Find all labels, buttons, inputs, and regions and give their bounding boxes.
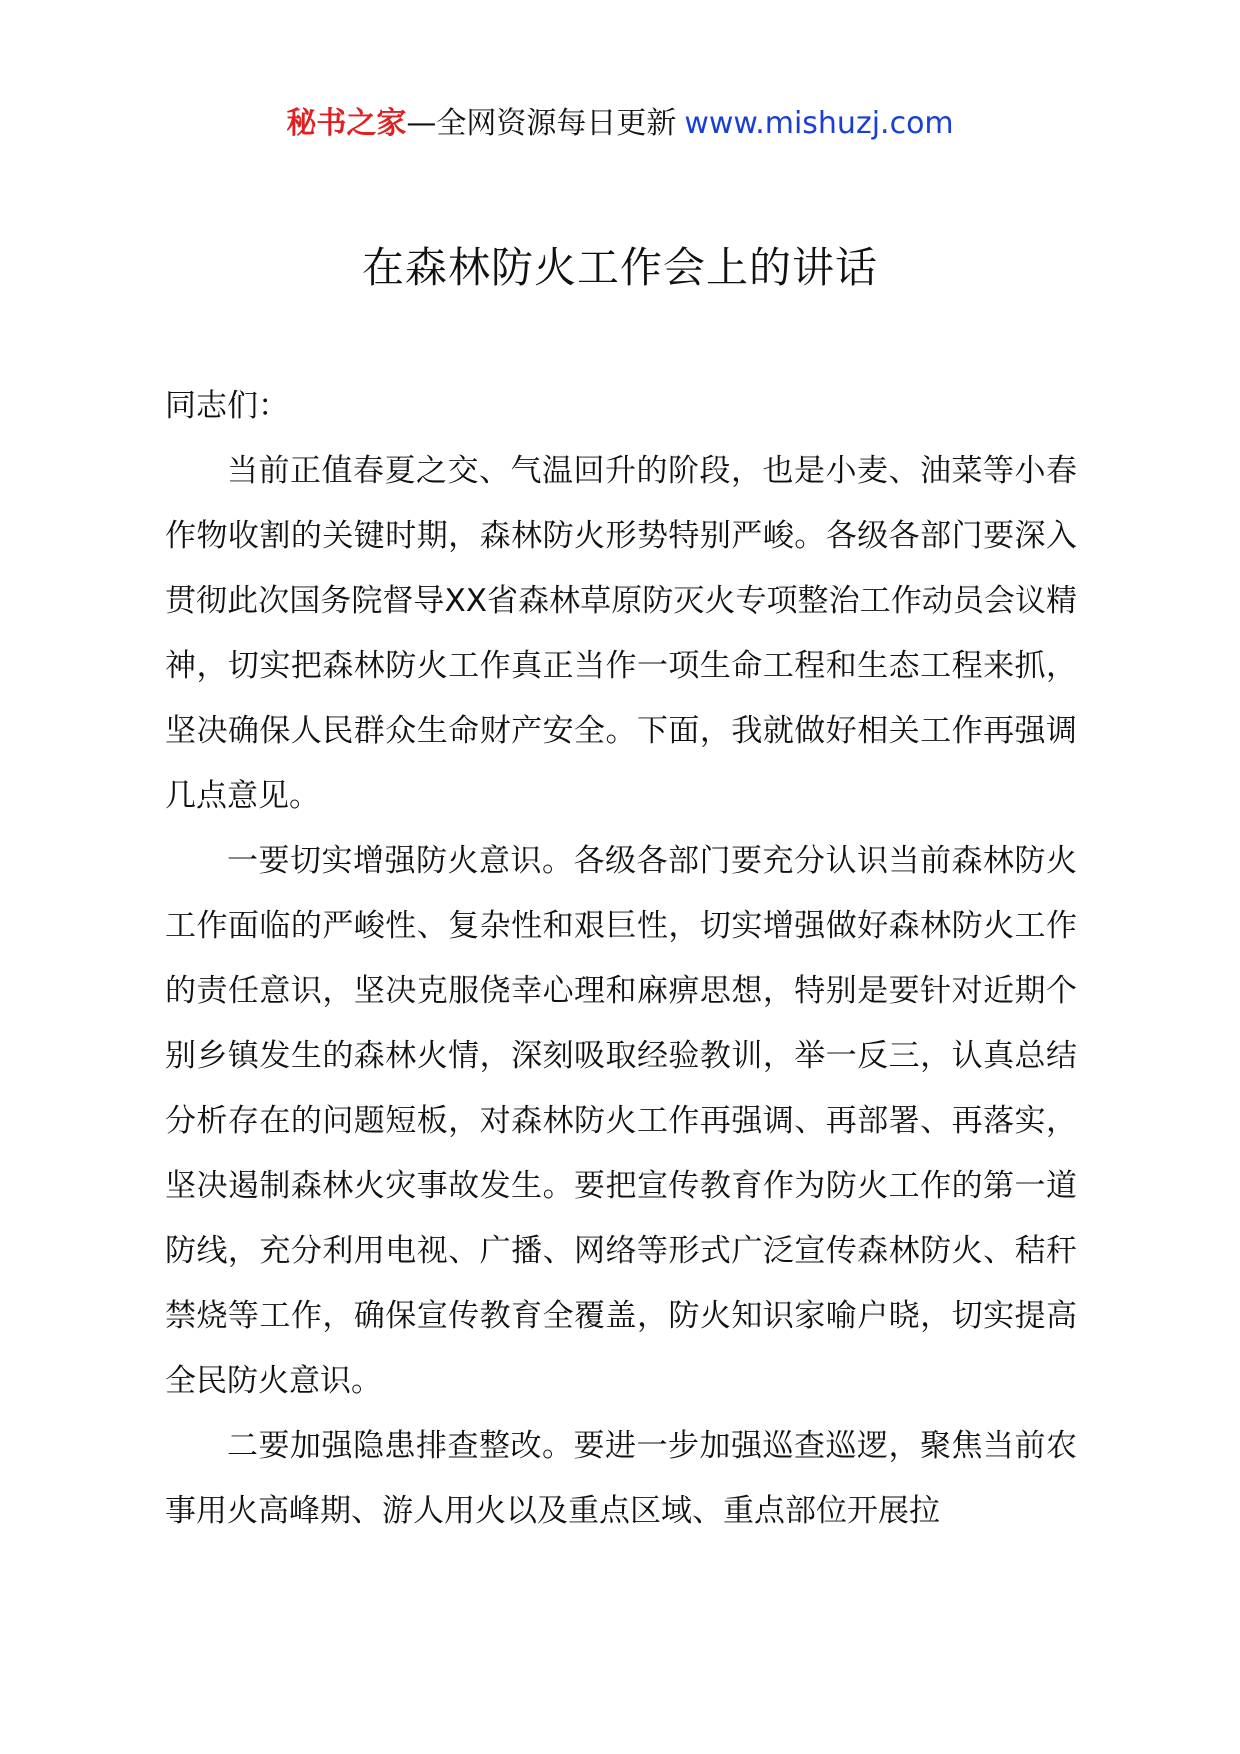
document-title: 在森林防火工作会上的讲话 bbox=[361, 243, 878, 292]
document-body bbox=[165, 374, 1077, 1544]
brand-name: 秘书之家 bbox=[286, 106, 407, 141]
header-tagline: —全网资源每日更新 bbox=[406, 106, 677, 141]
site-url-link[interactable]: www.mishuzj.com bbox=[684, 106, 954, 141]
paragraph: 当前正值春夏之交、气温回升的阶段，也是小麦、油菜等小春作物收割的关键时期，森林防火形势特别严峻。各级各部门要深入贯彻此次国务院督导XX省森林草原防灭火专项整治工作动员会议精神，切实把森林防火工作真正当作一项生命工程和生态工程来抓，坚决确保人民群众生命财产安全。下面，我就做好相关工作再强调几点意见。 bbox=[165, 453, 1077, 814]
paragraph: 二要加强隐患排查整改。要进一步加强巡查巡逻，聚焦当前农事用火高峰期、游人用火以及重点区域、重点部位开展拉 bbox=[165, 1428, 1077, 1529]
salutation: 同志们： bbox=[165, 388, 289, 424]
paragraph: 一要切实增强防火意识。各级各部门要充分认识当前森林防火工作面临的严峻性、复杂性和艰巨性，切实增强做好森林防火工作的责任意识，坚决克服侥幸心理和麻痹思想，特别是要针对近期个别乡镇发生的森林火情，深刻吸取经验教训，举一反三，认真总结分析存在的问题短板，对森林防火工作再强调、再部署、再落实，坚决遏制森林火灾事故发生。要把宣传教育作为防火工作的第一道防线，充分利用电视、广播、网络等形式广泛宣传森林防火、秸秆禁烧等工作，确保宣传教育全覆盖，防火知识家喻户晓，切实提高全民防火意识。 bbox=[165, 843, 1077, 1399]
header-banner bbox=[0, 104, 1240, 144]
